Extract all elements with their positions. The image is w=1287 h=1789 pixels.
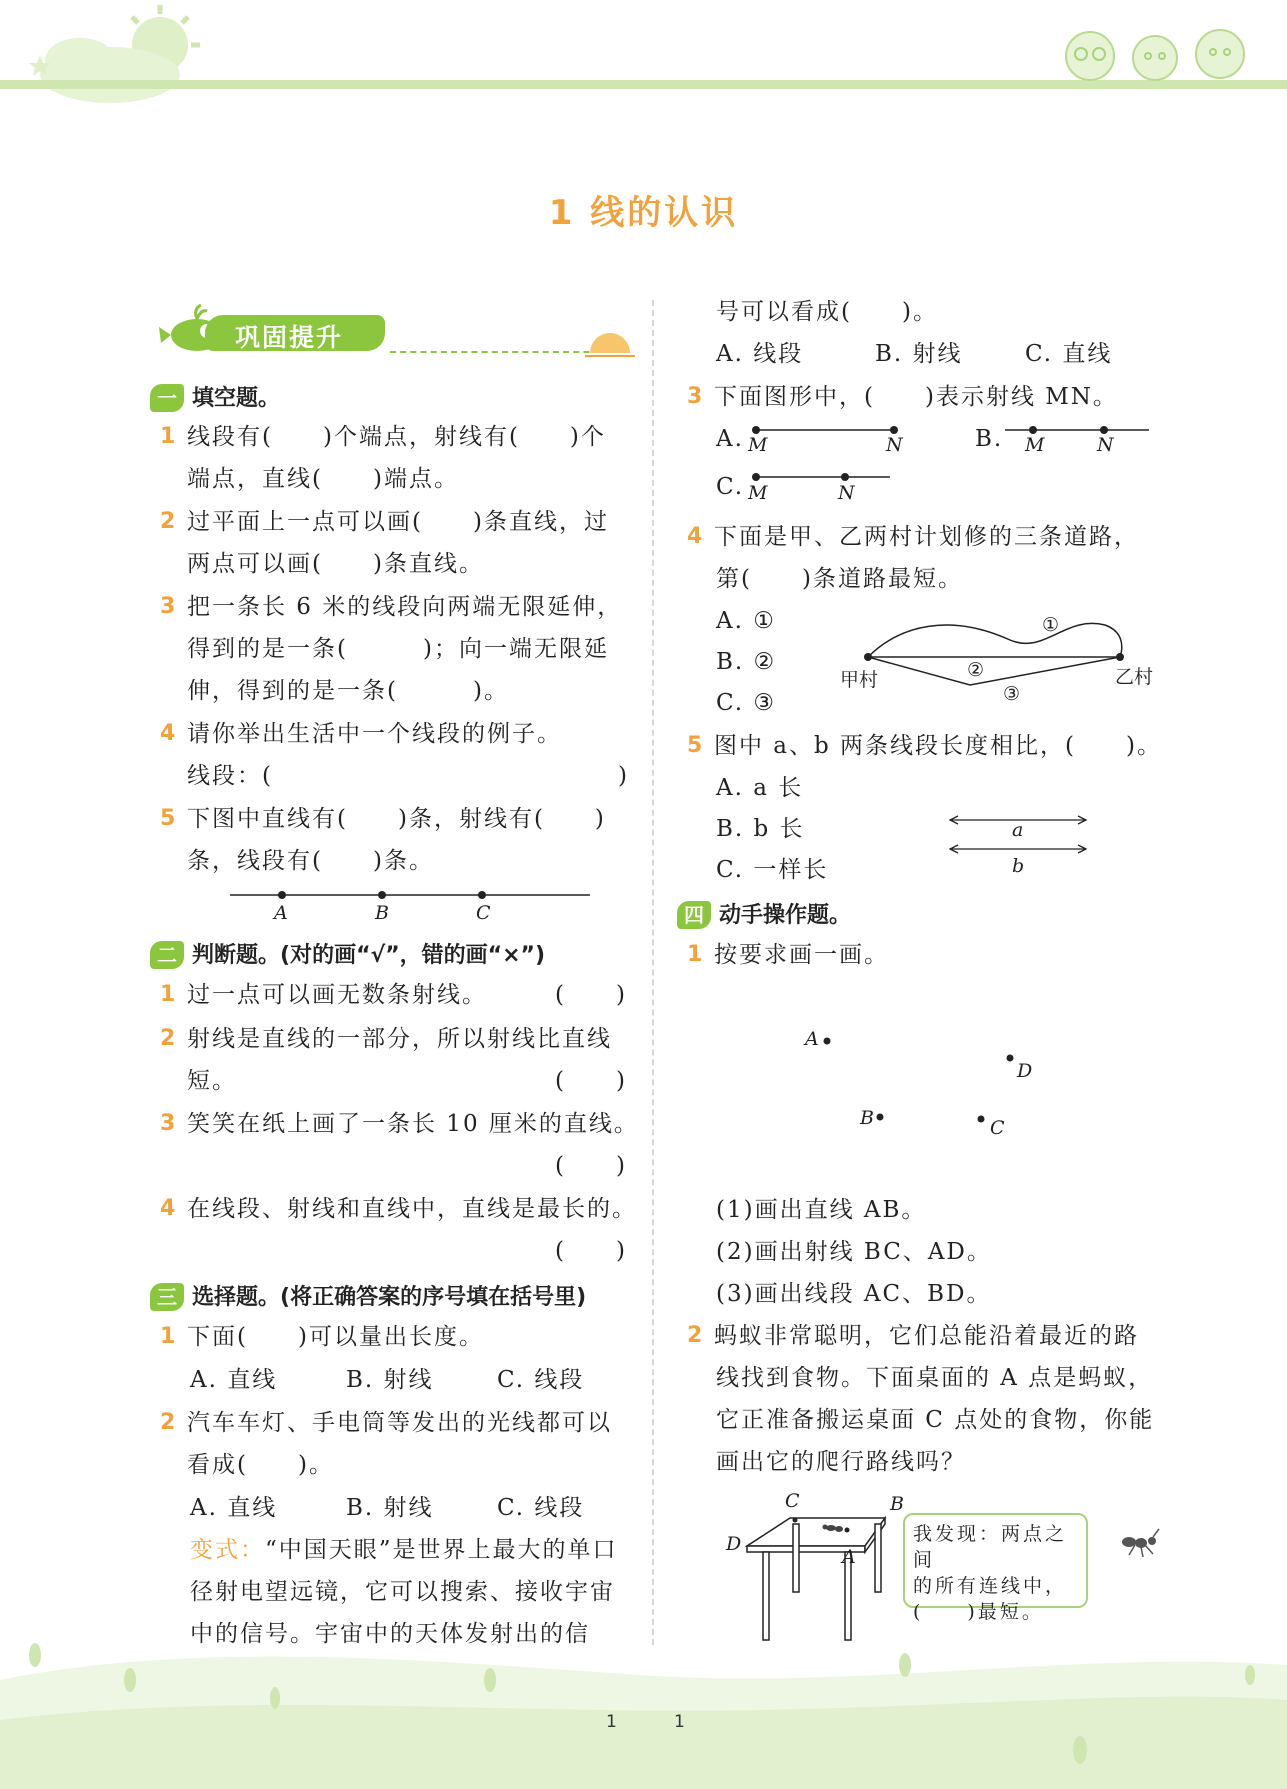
- s3-variant-option-b[interactable]: B. 射线: [875, 341, 963, 367]
- question-text: 下面( )可以量出长度。: [187, 1324, 484, 1350]
- s3-q1-option-b[interactable]: B. 射线: [346, 1367, 434, 1393]
- page-number-left: 1: [606, 1712, 617, 1732]
- s4-q1-task2: (2)画出射线 BC、AD。: [716, 1239, 992, 1265]
- variant-text: “中国天眼”是世界上最大的单口: [265, 1537, 618, 1563]
- variant-label: 变式：: [190, 1537, 265, 1563]
- s3-variant-line1: [190, 1535, 618, 1565]
- s4-q2-line3: 它正准备搬运桌面 C 点处的食物，你能: [716, 1407, 1155, 1433]
- s3-q3-figure-c: [748, 467, 898, 487]
- question-text: 汽车车灯、手电筒等发出的光线都可以: [187, 1410, 612, 1436]
- footer-hills-decoration: [0, 1620, 1287, 1789]
- s3-q2-option-a[interactable]: A. 直线: [190, 1495, 278, 1521]
- s1-q4-line1: [160, 719, 562, 749]
- question-text: 下面图形中，( )表示射线 MN。: [714, 384, 1118, 410]
- section-1-badge: 一: [150, 384, 184, 412]
- page-number-right: 1: [674, 1712, 685, 1732]
- section-3-heading: [150, 1280, 586, 1310]
- question-text: 下面是甲、乙两村计划修的三条道路，: [714, 524, 1139, 550]
- s1-q3-line1: [160, 592, 623, 622]
- s1-q1-line1: [160, 422, 606, 452]
- table-point-b-label: B: [890, 1493, 904, 1515]
- section-4-title: 动手操作题。: [719, 903, 852, 928]
- s1-q4-answer-label: 线段：(: [187, 763, 273, 789]
- s2-q4-answer-box[interactable]: ( ): [555, 1238, 627, 1264]
- header-cloud-sun-decoration: [0, 0, 240, 110]
- question-number: 1: [687, 942, 705, 967]
- question-text: 在线段、射线和直线中，直线是最长的。: [187, 1196, 637, 1222]
- point-b-label: B: [860, 1107, 874, 1129]
- s2-q2-line1: [160, 1024, 612, 1054]
- s2-q1-answer-box[interactable]: ( ): [555, 982, 627, 1008]
- table-point-a-label: A: [842, 1546, 856, 1568]
- section-3-note: (将正确答案的序号填在括号里): [280, 1285, 587, 1310]
- label-m: M: [748, 482, 768, 504]
- question-number: 2: [160, 1026, 178, 1051]
- road-3-label: ③: [1003, 683, 1021, 705]
- village-jia-label: 甲村: [840, 669, 879, 691]
- s3-q3-option-c[interactable]: C.: [716, 474, 745, 500]
- s3-q1-line1: [160, 1322, 484, 1352]
- discovery-callout: [903, 1513, 1088, 1623]
- s1-q2-line1: [160, 507, 609, 537]
- point-a-label: A: [805, 1028, 819, 1050]
- s3-q5-option-c[interactable]: C. 一样长: [716, 857, 829, 883]
- segment-b-label: b: [1012, 855, 1025, 877]
- s2-q3-line1: [160, 1109, 639, 1139]
- s3-q2-option-b[interactable]: B. 射线: [346, 1495, 434, 1521]
- s3-variant-line3: 中的信号。宇宙中的天体发射出的信: [190, 1621, 590, 1647]
- s3-q2-line1: [160, 1408, 612, 1438]
- question-number: 4: [160, 721, 178, 746]
- segment-a-label: a: [1012, 819, 1024, 841]
- question-text: 把一条长 6 米的线段向两端无限延伸，: [187, 594, 623, 620]
- s4-q1-task1: (1)画出直线 AB。: [716, 1197, 927, 1223]
- s3-q2-option-c[interactable]: C. 线段: [497, 1495, 585, 1521]
- question-text: 按要求画一画。: [714, 942, 889, 968]
- question-number: 4: [687, 524, 705, 549]
- s3-q5-option-a[interactable]: A. a 长: [716, 775, 804, 801]
- s3-q4-option-b[interactable]: B. ②: [716, 649, 777, 675]
- s1-q2-line2: 两点可以画( )条直线。: [187, 551, 484, 577]
- question-number: 3: [687, 384, 705, 409]
- question-text: 笑笑在纸上画了一条长 10 厘米的直线。: [187, 1111, 639, 1137]
- question-number: 3: [160, 1111, 178, 1136]
- callout-line2: 的所有连线中，: [913, 1575, 1068, 1597]
- s4-q1-line1: [687, 940, 889, 970]
- question-number: 1: [160, 982, 178, 1007]
- s1-q1-line2: 端点，直线( )端点。: [187, 466, 459, 492]
- s3-variant-line2: 径射电望远镜，它可以搜索、接收宇宙: [190, 1579, 615, 1605]
- s4-q2-line1: [687, 1321, 1139, 1351]
- question-number: 2: [687, 1323, 705, 1348]
- s3-variant-option-c[interactable]: C. 直线: [1025, 341, 1113, 367]
- question-number: 1: [160, 424, 178, 449]
- header-animals-decoration: [1055, 18, 1255, 83]
- s3-q3-figure-a: [748, 420, 908, 440]
- point-b-label: B: [375, 902, 389, 924]
- s2-q1-line1: [160, 980, 487, 1010]
- s1-q3-line2: 得到的是一条( )；向一端无限延: [187, 636, 609, 662]
- section-4-heading: [677, 898, 851, 928]
- question-text: 下图中直线有( )条，射线有( ): [187, 806, 606, 832]
- s3-q3-option-b[interactable]: B.: [975, 426, 1004, 452]
- label-n: N: [838, 482, 855, 504]
- s4-q2-line2: 线找到食物。下面桌面的 A 点是蚂蚁，: [716, 1365, 1154, 1391]
- s1-q5-line1: [160, 804, 606, 834]
- question-number: 2: [160, 509, 178, 534]
- question-text: 图中 a、b 两条线段长度相比，( )。: [714, 733, 1163, 759]
- label-m: M: [1025, 434, 1045, 456]
- s2-q3-answer-box[interactable]: ( ): [555, 1153, 627, 1179]
- s3-q3-option-a[interactable]: A.: [716, 426, 744, 452]
- section-2-note: (对的画“√”，错的画“×”): [280, 943, 546, 968]
- question-text: 线段有( )个端点，射线有( )个: [187, 424, 606, 450]
- point-a-label: A: [274, 902, 288, 924]
- column-divider: [652, 300, 654, 1645]
- s3-variant-option-a[interactable]: A. 线段: [716, 341, 804, 367]
- s1-q4-answer-close: ): [618, 763, 629, 789]
- point-c-label: C: [990, 1117, 1005, 1139]
- question-number: 5: [160, 806, 178, 831]
- question-text: 蚂蚁非常聪明，它们总能沿着最近的路: [714, 1323, 1139, 1349]
- road-1-label: ①: [1042, 614, 1060, 636]
- sun-icon: [585, 325, 635, 360]
- section-3-badge: 三: [150, 1283, 184, 1311]
- s1-q5-line2: 条，线段有( )条。: [187, 848, 434, 874]
- s3-q1-option-c[interactable]: C. 线段: [497, 1367, 585, 1393]
- s3-q3-line1: [687, 382, 1118, 412]
- section-3-title: 选择题。: [192, 1285, 281, 1310]
- label-m: M: [748, 434, 768, 456]
- s3-q2-line2: 看成( )。: [187, 1452, 334, 1478]
- section-2-heading: [150, 938, 545, 968]
- question-number: 4: [160, 1196, 178, 1221]
- point-c-label: C: [476, 902, 491, 924]
- page-title: 1 线的认识: [548, 193, 739, 233]
- section-1-title: 填空题。: [192, 386, 281, 411]
- question-number: 3: [160, 594, 178, 619]
- question-text: 过一点可以画无数条射线。: [187, 982, 487, 1008]
- section-banner: [157, 313, 402, 353]
- table-point-c-label: C: [785, 1490, 800, 1512]
- s3-q5-line1: [687, 731, 1163, 761]
- question-text: 过平面上一点可以画( )条直线，过: [187, 509, 609, 535]
- label-n: N: [886, 434, 903, 456]
- question-text: 请你举出生活中一个线段的例子。: [187, 721, 562, 747]
- s2-q2-answer-box[interactable]: ( ): [555, 1068, 627, 1094]
- point-d-label: D: [1017, 1060, 1033, 1082]
- s3-q4-option-c[interactable]: C. ③: [716, 690, 777, 716]
- callout-ant-icon: [1115, 1525, 1165, 1560]
- s4-q1-task3: (3)画出线段 AC、BD。: [716, 1281, 992, 1307]
- s4-q2-line4: 画出它的爬行路线吗？: [716, 1449, 966, 1475]
- callout-line1: 我发现：两点之间: [913, 1523, 1068, 1571]
- s3-q5-option-b[interactable]: B. b 长: [716, 816, 805, 842]
- label-n: N: [1097, 434, 1114, 456]
- s3-q1-option-a[interactable]: A. 直线: [190, 1367, 278, 1393]
- callout-line3: ( )最短。: [913, 1601, 1044, 1623]
- section-1-heading: [150, 381, 280, 411]
- section-4-badge: 四: [677, 901, 711, 929]
- s3-q4-option-a[interactable]: A. ①: [716, 608, 776, 634]
- road-2-label: ②: [967, 659, 985, 681]
- s3-q4-line2: 第( )条道路最短。: [716, 566, 963, 592]
- s3-q4-line1: [687, 522, 1139, 552]
- question-number: 2: [160, 1410, 178, 1435]
- table-point-d-label: D: [726, 1533, 742, 1555]
- section-2-title: 判断题。: [192, 943, 281, 968]
- village-yi-label: 乙村: [1115, 666, 1154, 688]
- s3-variant-line4: 号可以看成( )。: [716, 299, 938, 325]
- section-2-badge: 二: [150, 941, 184, 969]
- s2-q2-line2: 短。: [187, 1068, 237, 1094]
- question-number: 5: [687, 733, 705, 758]
- village-roads-figure: [860, 615, 1130, 705]
- s1-q3-line3: 伸，得到的是一条( )。: [187, 678, 509, 704]
- s2-q4-line1: [160, 1194, 637, 1224]
- question-number: 1: [160, 1324, 178, 1349]
- banner-label: 巩固提升: [235, 323, 344, 352]
- question-text: 射线是直线的一部分，所以射线比直线: [187, 1026, 612, 1052]
